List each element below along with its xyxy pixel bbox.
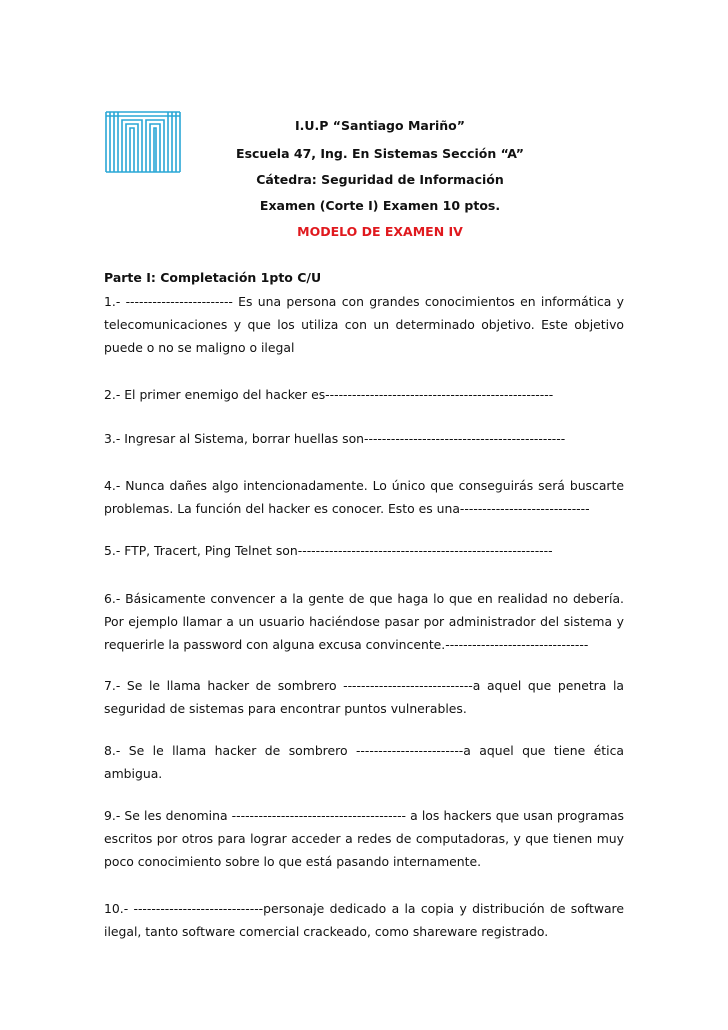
institute-name: I.U.P “Santiago Mariño” <box>295 118 465 133</box>
question-8: 8.- Se le llama hacker de sombrero ------------------------a aquel que tiene ética ambigua. <box>104 743 624 781</box>
exam-model: MODELO DE EXAMEN IV <box>297 224 463 239</box>
section-title: Parte I: Completación 1pto C/U <box>104 270 322 285</box>
question-9: 9.- Se les denomina --------------------------------------- a los hackers que usan programas escritos por otros para lograr acceder a redes de computadoras, y que tienen muy poco conocimiento sobre lo que está pasando internamente. <box>104 808 624 869</box>
question-10: 10.- -----------------------------personaje dedicado a la copia y distribución de software ilegal, tanto software comercial crackeado, como shareware registrado. <box>104 901 624 939</box>
exam-title: Examen (Corte I) Examen 10 ptos. <box>259 198 501 213</box>
university-logo-icon <box>104 110 182 174</box>
question-2: 2.- El primer enemigo del hacker es--------------------------------------------------- <box>104 387 554 402</box>
question-7: 7.- Se le llama hacker de sombrero -----------------------------a aquel que penetra la seguridad de sistemas para encontrar puntos vulnerables. <box>104 678 624 716</box>
question-5: 5.- FTP, Tracert, Ping Telnet son--------------------------------------------------------- <box>104 543 553 558</box>
course-name: Cátedra: Seguridad de Información <box>256 172 504 187</box>
question-6: 6.- Básicamente convencer a la gente de que haga lo que en realidad no debería. Por ejemplo llamar a un usuario haciéndose pasar por administrador del sistema y requerirle la password con alguna excusa convincente.-------------------------------- <box>104 591 624 652</box>
school-name: Escuela 47, Ing. En Sistemas Sección “A” <box>236 146 524 161</box>
question-3: 3.- Ingresar al Sistema, borrar huellas son--------------------------------------------- <box>104 431 566 446</box>
question-1: 1.- ------------------------ Es una persona con grandes conocimientos en informática y telecomunicaciones y que los utiliza con un determinado objetivo. Este objetivo puede o no se maligno o ilegal <box>104 294 624 355</box>
question-4: 4.- Nunca dañes algo intencionadamente. Lo único que conseguirás será buscarte problemas. La función del hacker es conocer. Esto es una----------------------------- <box>104 478 624 516</box>
